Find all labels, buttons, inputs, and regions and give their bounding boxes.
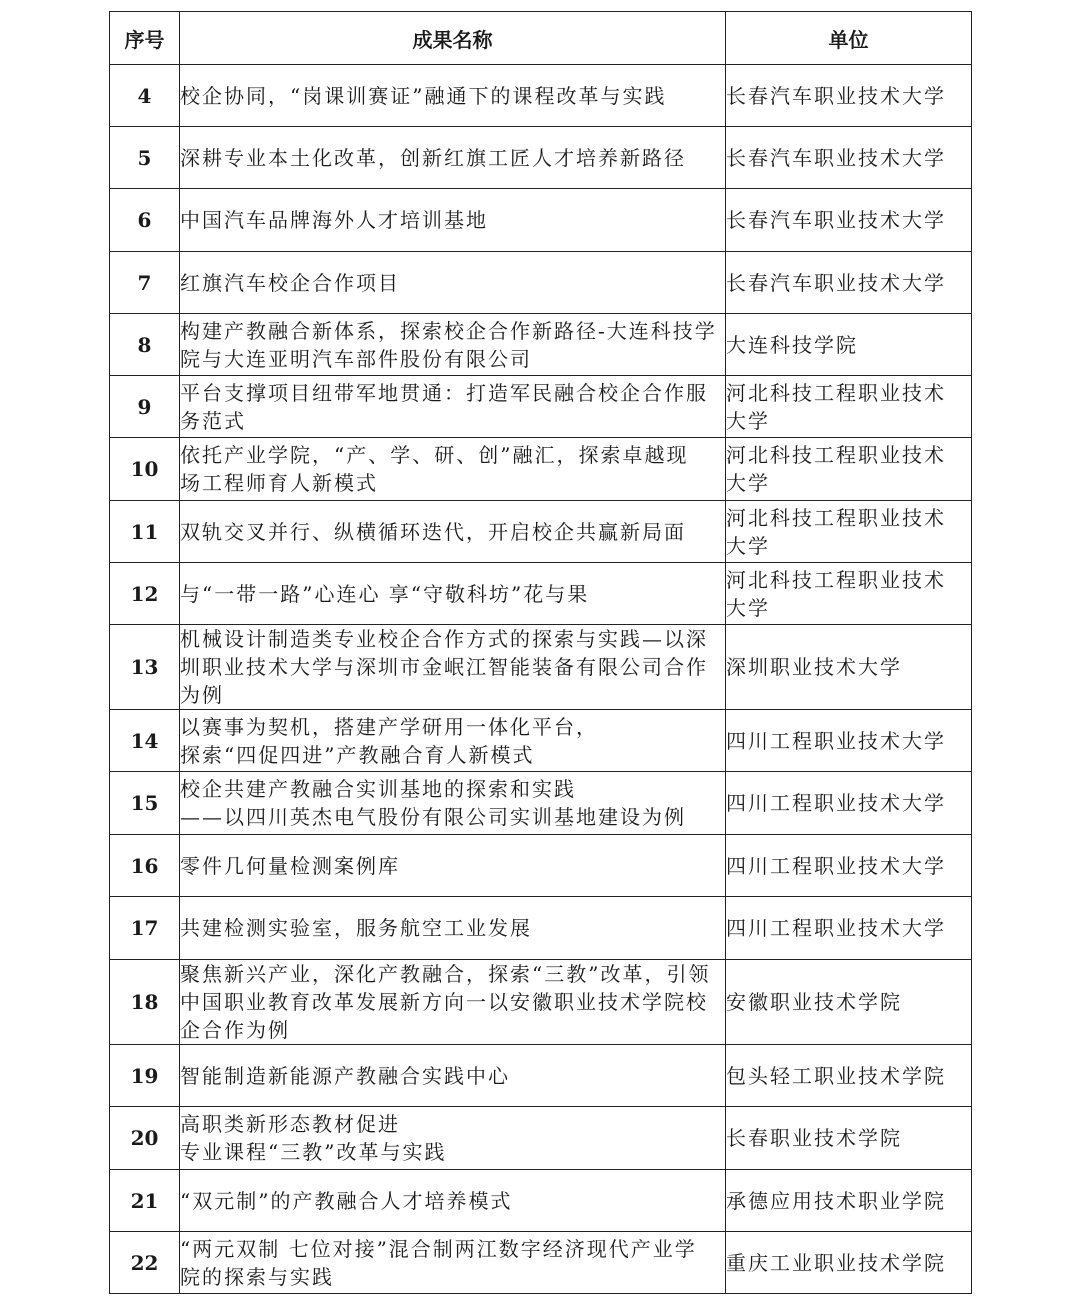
unit-line: 河北科技工程职业技术: [726, 567, 946, 592]
achievement-title-line: 高职类新形态教材促进: [180, 1112, 400, 1136]
achievement-title-line: 院与大连亚明汽车部件股份有限公司: [180, 346, 532, 371]
unit-cell: [726, 563, 972, 625]
unit-line: 河北科技工程职业技术: [726, 380, 946, 405]
achievement-title-line: 共建检测实验室，服务航空工业发展: [180, 916, 532, 940]
unit-line: 长春汽车职业技术大学: [726, 83, 946, 108]
achievement-title-line: 红旗汽车校企合作项目: [180, 270, 400, 295]
unit-line: 重庆工业职业技术学院: [726, 1250, 946, 1275]
table-row: [110, 189, 972, 252]
unit-line: 长春汽车职业技术大学: [726, 270, 946, 295]
table-row: [110, 438, 972, 501]
row-number: 11: [110, 501, 180, 563]
unit-cell: [726, 710, 972, 772]
achievement-title-line: 聚焦新兴产业，深化产教融合，探索“三教”改革，引领: [180, 962, 711, 986]
unit-cell: [726, 625, 972, 710]
row-number: 14: [110, 710, 180, 772]
unit-line: 四川工程职业技术大学: [726, 853, 946, 878]
unit-line: 长春职业技术学院: [726, 1126, 902, 1150]
unit-cell: [726, 189, 972, 252]
unit-cell: [726, 1107, 972, 1170]
unit-line: 大学: [726, 408, 770, 433]
unit-line: 长春汽车职业技术大学: [726, 145, 946, 170]
row-number: 19: [110, 1045, 180, 1107]
row-number: 16: [110, 835, 180, 897]
unit-line: 安徽职业技术学院: [726, 990, 902, 1014]
results-table: [109, 11, 972, 1294]
table-row: [110, 960, 972, 1045]
achievement-title-cell: [180, 772, 726, 835]
achievement-title-line: 院的探索与实践: [180, 1264, 334, 1289]
table-row: [110, 835, 972, 897]
unit-line: 大学: [726, 595, 770, 620]
row-number: 22: [110, 1232, 180, 1294]
achievement-title-line: 构建产教融合新体系，探索校企合作新路径-大连科技学: [180, 318, 717, 343]
achievement-title-cell: [180, 897, 726, 960]
unit-line: 河北科技工程职业技术: [726, 443, 946, 467]
table-row: [110, 1045, 972, 1107]
row-number: 9: [110, 376, 180, 438]
achievement-title-line: 依托产业学院，“产、学、研、创”融汇，探索卓越现: [180, 443, 689, 467]
achievement-title-cell: [180, 127, 726, 189]
row-number: 17: [110, 897, 180, 960]
achievement-title-line: 企合作为例: [180, 1018, 290, 1042]
unit-line: 大学: [726, 533, 770, 558]
row-number: 5: [110, 127, 180, 189]
unit-cell: [726, 960, 972, 1045]
unit-line: 四川工程职业技术大学: [726, 916, 946, 940]
achievement-title-line: 平台支撑项目纽带军地贯通：打造军民融合校企合作服: [180, 380, 708, 405]
achievement-title-line: 与“一带一路”心连心 享“守敬科坊”花与果: [180, 581, 590, 606]
unit-line: 四川工程职业技术大学: [726, 791, 946, 815]
achievement-title-cell: [180, 314, 726, 376]
achievement-title-cell: [180, 1107, 726, 1170]
row-number: 18: [110, 960, 180, 1045]
row-number: 6: [110, 189, 180, 252]
achievement-title-line: 场工程师育人新模式: [180, 471, 378, 495]
table-row: [110, 710, 972, 772]
unit-line: 深圳职业技术大学: [726, 655, 902, 679]
achievement-title-line: 探索“四促四进”产教融合育人新模式: [180, 742, 535, 767]
table-row: [110, 1232, 972, 1294]
row-number: 13: [110, 625, 180, 710]
table-body: [110, 65, 972, 1294]
achievement-title-line: 中国职业教育改革发展新方向一以安徽职业技术学院校: [180, 990, 708, 1014]
achievement-title-line: 以赛事为契机，搭建产学研用一体化平台，: [180, 714, 598, 739]
achievement-title-line: 校企共建产教融合实训基地的探索和实践: [180, 777, 576, 801]
unit-cell: [726, 438, 972, 501]
table-row: [110, 127, 972, 189]
row-number: 7: [110, 252, 180, 314]
achievement-title-cell: [180, 710, 726, 772]
unit-cell: [726, 65, 972, 127]
unit-line: 大连科技学院: [726, 332, 858, 357]
achievement-title-cell: [180, 960, 726, 1045]
achievement-title-line: 务范式: [180, 408, 246, 433]
unit-cell: [726, 1170, 972, 1232]
unit-line: 河北科技工程职业技术: [726, 505, 946, 530]
unit-line: 承德应用技术职业学院: [726, 1188, 946, 1213]
achievement-title-line: “双元制”的产教融合人才培养模式: [180, 1188, 513, 1213]
row-number: 4: [110, 65, 180, 127]
unit-cell: [726, 1232, 972, 1294]
achievement-title-line: 为例: [180, 683, 224, 707]
unit-cell: [726, 835, 972, 897]
achievement-title-line: 圳职业技术大学与深圳市金岷江智能装备有限公司合作: [180, 655, 708, 679]
achievement-title-cell: [180, 252, 726, 314]
achievement-title-line: 专业课程“三教”改革与实践: [180, 1140, 447, 1164]
header-row: [110, 12, 972, 65]
table-row: [110, 1170, 972, 1232]
table-row: [110, 625, 972, 710]
achievement-title-line: 零件几何量检测案例库: [180, 853, 400, 878]
header-title: 成果名称: [180, 12, 726, 65]
unit-cell: [726, 376, 972, 438]
achievement-title-cell: [180, 563, 726, 625]
unit-cell: [726, 314, 972, 376]
achievement-title-line: 深耕专业本土化改革，创新红旗工匠人才培养新路径: [180, 145, 686, 170]
achievement-title-cell: [180, 1170, 726, 1232]
row-number: 8: [110, 314, 180, 376]
achievement-title-line: ——以四川英杰电气股份有限公司实训基地建设为例: [180, 805, 686, 829]
table-row: [110, 501, 972, 563]
achievement-title-cell: [180, 501, 726, 563]
row-number: 20: [110, 1107, 180, 1170]
achievement-title-line: 机械设计制造类专业校企合作方式的探索与实践—以深: [180, 627, 708, 651]
table-row: [110, 65, 972, 127]
achievement-title-cell: [180, 1232, 726, 1294]
table-row: [110, 314, 972, 376]
achievement-title-cell: [180, 376, 726, 438]
achievement-title-cell: [180, 835, 726, 897]
table-row: [110, 376, 972, 438]
unit-cell: [726, 772, 972, 835]
unit-cell: [726, 897, 972, 960]
unit-cell: [726, 1045, 972, 1107]
table-row: [110, 252, 972, 314]
row-number: 12: [110, 563, 180, 625]
unit-line: 长春汽车职业技术大学: [726, 208, 946, 232]
achievement-title-line: 双轨交叉并行、纵横循环迭代，开启校企共赢新局面: [180, 519, 686, 544]
achievement-title-cell: [180, 65, 726, 127]
row-number: 10: [110, 438, 180, 501]
table-row: [110, 897, 972, 960]
header-unit: 单位: [726, 12, 972, 65]
achievement-title-line: 校企协同，“岗课训赛证”融通下的课程改革与实践: [180, 83, 667, 108]
achievement-title-cell: [180, 1045, 726, 1107]
unit-line: 大学: [726, 471, 770, 495]
table-row: [110, 772, 972, 835]
achievement-title-line: 中国汽车品牌海外人才培训基地: [180, 208, 488, 232]
achievement-title-line: “两元双制 七位对接”混合制两江数字经济现代产业学: [180, 1236, 697, 1261]
unit-cell: [726, 252, 972, 314]
row-number: 21: [110, 1170, 180, 1232]
table-row: [110, 1107, 972, 1170]
table-row: [110, 563, 972, 625]
achievement-title-line: 智能制造新能源产教融合实践中心: [180, 1063, 510, 1088]
row-number: 15: [110, 772, 180, 835]
achievement-title-cell: [180, 625, 726, 710]
achievement-title-cell: [180, 189, 726, 252]
unit-line: 包头轻工职业技术学院: [726, 1063, 946, 1088]
achievement-title-cell: [180, 438, 726, 501]
unit-line: 四川工程职业技术大学: [726, 728, 946, 753]
header-no: 序号: [110, 12, 180, 65]
unit-cell: [726, 501, 972, 563]
unit-cell: [726, 127, 972, 189]
